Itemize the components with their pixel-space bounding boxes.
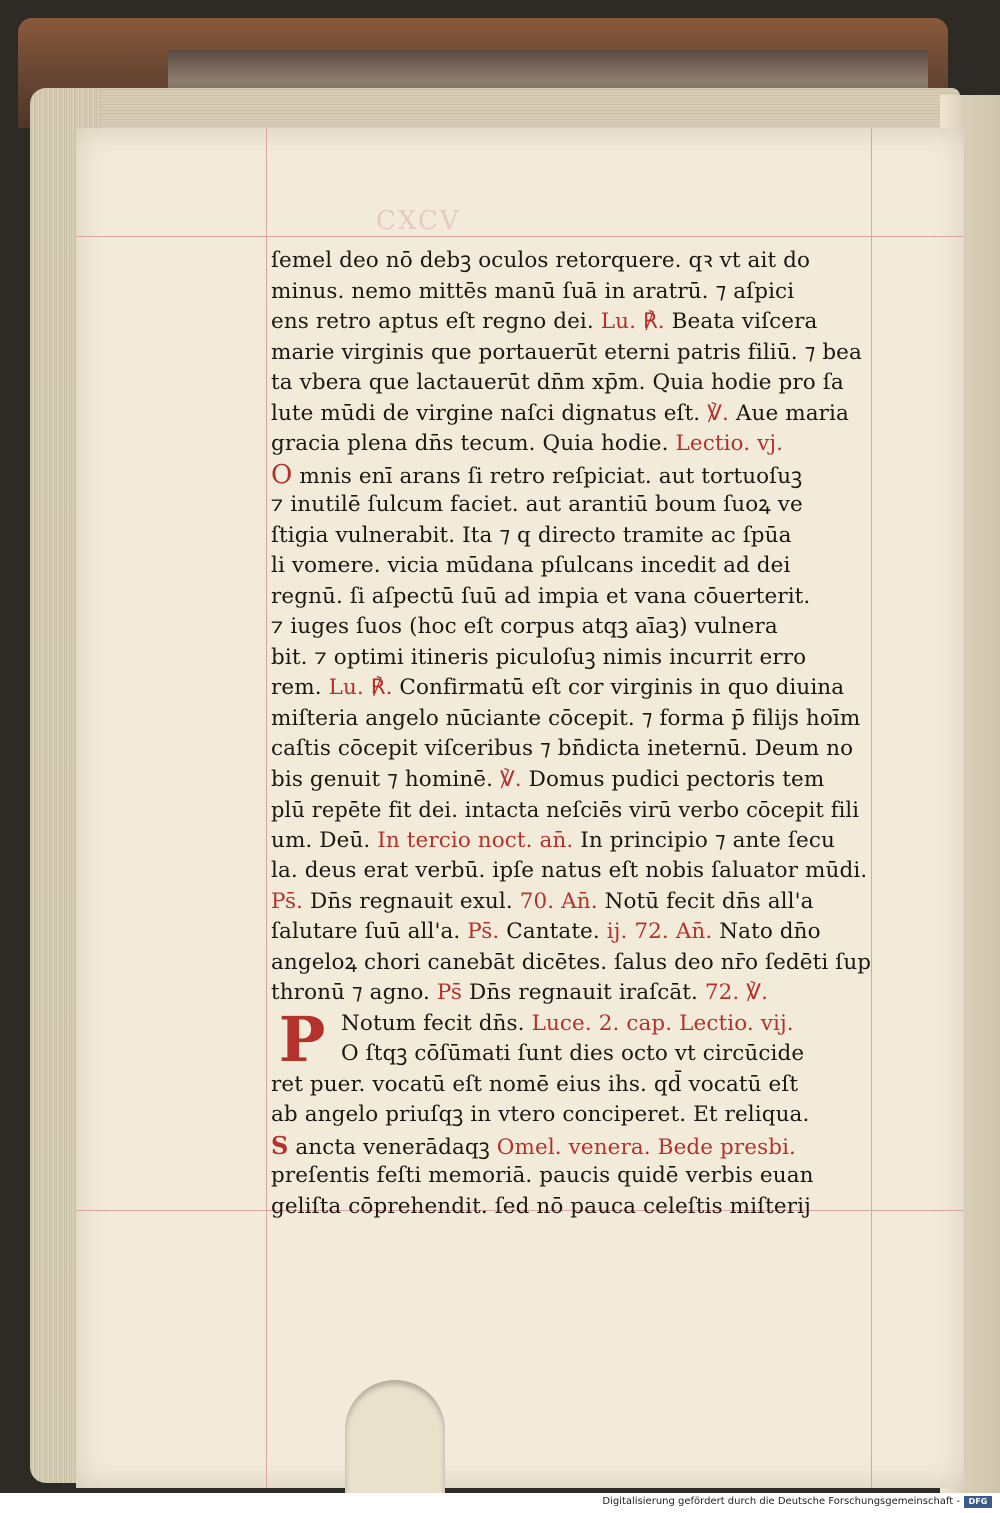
- body-text: ancta venerādaqꝫ: [288, 1134, 497, 1160]
- text-line: [271, 673, 871, 704]
- body-text: geliſta cōprehendit. ſed nō pauca celeſtis miſterij: [271, 1193, 811, 1219]
- text-line: [271, 490, 871, 521]
- body-text: In principio ⁊ ante ſecu: [573, 827, 835, 853]
- text-line: [271, 948, 871, 979]
- body-text: Confirmatū eſt cor virginis in quo diuina: [392, 675, 845, 700]
- body-text: bit. ⁊ optimi itineris piculoſuꝫ nimis incurrit erro: [271, 644, 807, 670]
- body-text: Dn̄s regnauit exul.: [303, 888, 520, 914]
- body-text: Aue maria: [728, 400, 849, 426]
- body-text: ab angelo priuſqꝫ in vtero conciperet. Et reliqua.: [271, 1102, 810, 1127]
- text-line: [271, 826, 871, 857]
- rubric-text: S: [271, 1130, 289, 1160]
- thumb-shadow: [345, 1380, 445, 1493]
- ruling-top: [76, 236, 964, 237]
- body-text: regnū. ſi aſpectū ſuū ad impia et vana cōuerterit.: [271, 583, 811, 609]
- body-text: Nato dn̄o: [712, 919, 821, 944]
- body-text: rem.: [271, 675, 329, 700]
- rubric-text: Lu. ℟.: [328, 675, 393, 700]
- text-column: [271, 246, 871, 1222]
- body-text: ta vbera que lactauerūt dn̄m xp̄m. Quia hodie pro ſa: [271, 370, 844, 395]
- text-line: [271, 1161, 871, 1192]
- body-text: ſalutare ſuū all'a.: [271, 919, 468, 944]
- rubric-text: Omel. venera. Bede presbi.: [496, 1134, 796, 1160]
- text-line: [271, 1131, 871, 1162]
- text-line: [271, 734, 871, 765]
- text-line: [271, 277, 871, 308]
- body-text: Cantate.: [499, 919, 607, 944]
- text-line: [271, 612, 871, 643]
- body-text: ⁊ iuges ſuos (hoc eſt corpus atqꝫ aīaꝫ) vulnera: [271, 614, 778, 639]
- text-line: [271, 521, 871, 552]
- text-line: [271, 917, 871, 948]
- body-text: Dn̄s regnauit iraſcāt.: [462, 980, 705, 1005]
- text-line: [271, 795, 871, 826]
- book-page: [76, 128, 964, 1488]
- text-line: [271, 765, 871, 796]
- body-text: ſtigia vulnerabit. Ita ⁊ q directo tramite ac ſpūa: [271, 522, 792, 548]
- body-text: marie virginis que portauerūt eterni patris filiū. ⁊ bea: [271, 339, 862, 365]
- folio-number: CXCV: [376, 206, 461, 236]
- text-line: [271, 429, 871, 460]
- rubric-text: ℣.: [499, 766, 522, 792]
- rubric-text: ℣.: [707, 400, 729, 426]
- body-text: li vomere. vicia mūdana pſulcans incedit ad dei: [271, 553, 791, 578]
- rubric-text: 70. An̄.: [519, 888, 598, 914]
- rubric-text: Ps̄: [436, 980, 463, 1005]
- body-text: mnis enī arans ſi retro reſpiciat. aut tortuoſuꝫ: [292, 463, 803, 489]
- body-text: plū repēte fit dei. intacta neſciēs virū verbo cōcepit fili: [271, 798, 860, 822]
- text-line: [271, 1070, 871, 1101]
- funding-credit: Digitalisierung gefördert durch die Deutsche Forschungsgemeinschaft -: [602, 1496, 960, 1507]
- text-line: [271, 460, 871, 491]
- text-line: [271, 399, 871, 430]
- body-text: ⁊ inutilē ſulcum faciet. aut arantiū boum ſuoꝝ ve: [271, 492, 803, 517]
- text-line: [271, 704, 871, 735]
- rubric-text: Luce. 2. cap. Lectio. vij.: [531, 1010, 794, 1036]
- text-line: [271, 368, 871, 399]
- text-line: [271, 338, 871, 369]
- text-line: [271, 1039, 871, 1070]
- text-line: [271, 582, 871, 613]
- text-line: [271, 856, 871, 887]
- page-edges-top: [60, 88, 960, 128]
- text-line: [271, 1009, 871, 1040]
- text-line: [271, 887, 871, 918]
- text-line: [271, 246, 871, 277]
- body-text: ſemel deo nō debꝫ oculos retorquere. qꝛ vt ait do: [271, 248, 811, 273]
- body-text: Notum fecit dn̄s.: [341, 1010, 532, 1036]
- rubric-text: In tercio noct. an̄.: [377, 827, 574, 853]
- rubric-text: Lectio. vj.: [675, 431, 784, 456]
- body-text: Domus pudici pectoris tem: [521, 766, 825, 792]
- body-text: angeloꝝ chori canebāt dicētes. ſalus deo nr̄o ſedēti ſup: [271, 949, 871, 975]
- footer-bar: [0, 1493, 1000, 1513]
- body-text: la. deus erat verbū. ipſe natus eſt nobis ſaluator mūdi.: [271, 858, 868, 883]
- dfg-logo: DFG: [964, 1496, 992, 1508]
- rubric-text: O: [271, 459, 293, 490]
- body-text: minus. nemo mittēs manū ſuā in aratrū. ⁊ aſpici: [271, 278, 795, 304]
- text-line: [271, 1100, 871, 1131]
- body-text: ret puer. vocatū eſt nomē eius ihs. qd̄ vocatū eſt: [271, 1071, 799, 1097]
- body-text: um. Deū.: [271, 827, 378, 853]
- text-line: [271, 643, 871, 674]
- decorated-initial-p: P: [278, 1002, 326, 1076]
- rubric-text: Ps̄.: [271, 888, 304, 914]
- body-text: caſtis cōcepit viſceribus ⁊ bn̄dicta ineternū. Deum no: [271, 736, 854, 761]
- text-line: [271, 978, 871, 1009]
- rubric-text: 72. ℣.: [704, 980, 769, 1005]
- body-text: Notū fecit dn̄s all'a: [597, 888, 814, 914]
- body-text: lute mūdi de virgine naſci dignatus eſt.: [271, 400, 708, 426]
- body-text: Beata viſcera: [664, 309, 818, 334]
- body-text: ens retro aptus eſt regno dei.: [271, 309, 601, 334]
- text-line: [271, 1192, 871, 1223]
- body-text: preſentis feſti memoriā. paucis quidē verbis euan: [271, 1163, 814, 1188]
- text-line: [271, 551, 871, 582]
- body-text: bis genuit ⁊ hominē.: [271, 766, 500, 792]
- body-text: miſteria angelo nūciante cōcepit. ⁊ forma p̄ filijs hoīm: [271, 705, 861, 731]
- rubric-text: Ps̄.: [467, 919, 500, 944]
- rubric-text: ij. 72. An̄.: [606, 919, 713, 944]
- rubric-text: Lu. ℟.: [600, 309, 665, 334]
- body-text: gracia plena dn̄s tecum. Quia hodie.: [271, 431, 676, 456]
- text-line: [271, 307, 871, 338]
- ruling-left: [266, 128, 267, 1488]
- ruling-right: [871, 128, 872, 1488]
- body-text: thronū ⁊ agno.: [271, 980, 437, 1005]
- body-text: O ſtqꝫ cōſūmati ſunt dies octo vt circūcide: [341, 1041, 805, 1066]
